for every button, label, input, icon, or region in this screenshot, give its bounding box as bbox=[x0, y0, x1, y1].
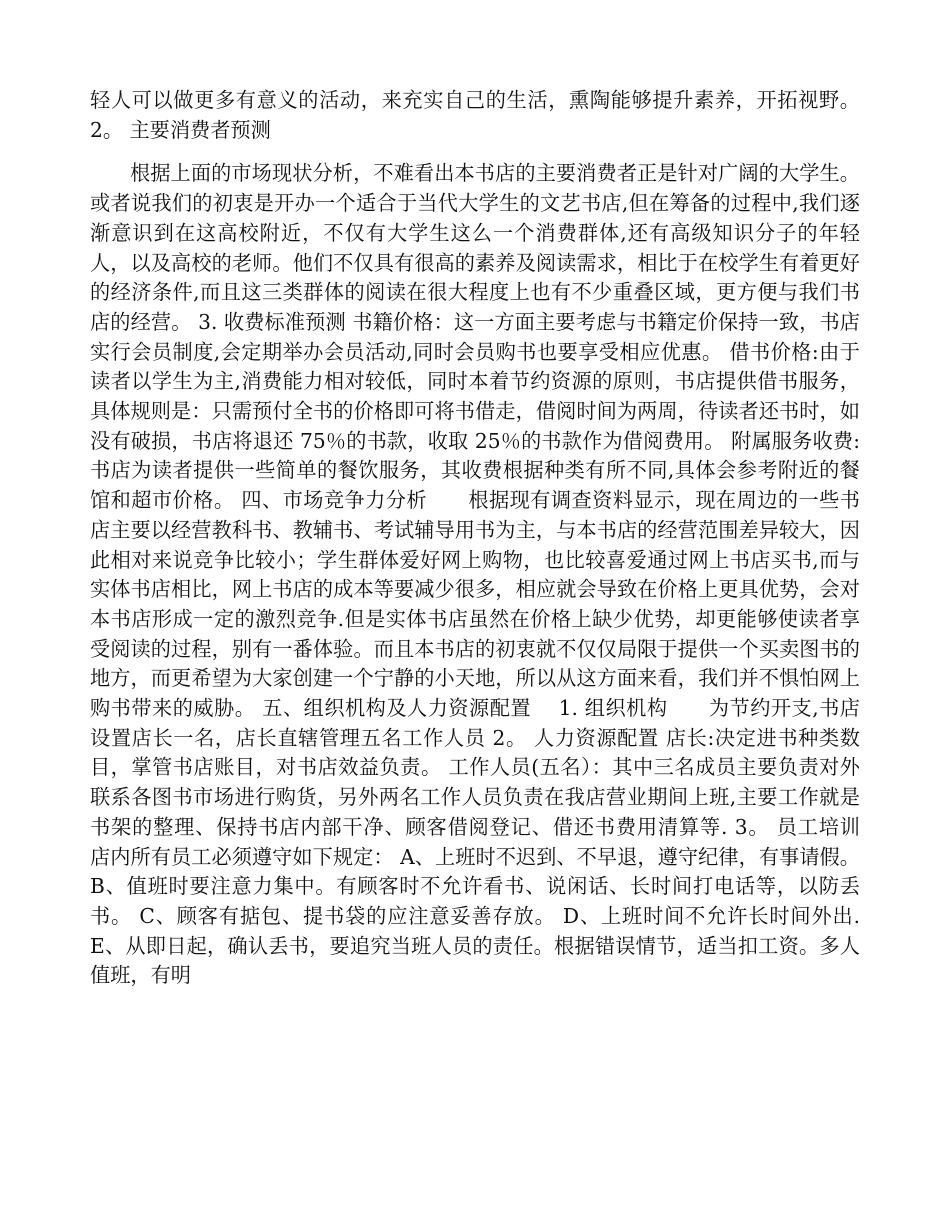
paragraph-continuation: 轻人可以做更多有意义的活动，来充实自己的生活，熏陶能够提升素养，开拓视野。 2。 主要消费者预测 bbox=[90, 88, 867, 142]
paragraph-main: 根据上面的市场现状分析，不难看出本书店的主要消费者正是针对广阔的大学生。或者说我们的初衷是开办一个适合于当代大学生的文艺书店,但在筹备的过程中,我们逐渐意识到在这高校附近，不仅有大学生这么一个消费群体,还有高级知识分子的年轻人，以及高校的老师。他们不仅具有很高的素养及阅读需求，相比于在校学生有着更好的经济条件,而且这三类群体的阅读在很大程度上也有不少重叠区域，更方便与我们书店的经营。 3. 收费标准预测 书籍价格：这一方面主要考虑与书籍定价保持一致，书店实行会员制度,会定期举办会员活动,同时会员购书也要享受相应优惠。 借书价格:由于读者以学生为主,消费能力相对较低，同时本着节约资源的原则，书店提供借书服务，具体规则是：只需预付全书的价格即可将书借走，借阅时间为两周，待读者还书时，如没有破损，书店将退还 75％的书款，收取 25％的书款作为借阅费用。 附属服务收费:书店为读者提供一些简单的餐饮服务，其收费根据种类有所不同,具体会参考附近的餐馆和超市价格。 四、市场竞争力分析 根据现有调查资料显示，现在周边的一些书店主要以经营教科书、教辅书、考试辅导用书为主，与本书店的经营范围差异较大，因此相对来说竞争比较小；学生群体爱好网上购物，也比较喜爱通过网上书店买书,而与实体书店相比，网上书店的成本等要减少很多，相应就会导致在价格上更具优势，会对本书店形成一定的激烈竞争.但是实体书店虽然在价格上缺少优势，却更能够使读者享受阅读的过程，别有一番体验。而且本书店的初衷就不仅仅局限于提供一个买卖图书的地方，而更希望为大家创建一个宁静的小天地，所以从这方面来看，我们并不惧怕网上购书带来的威胁。 五、组织机构及人力资源配置 1. 组织机构 为节约开支,书店设置店长一名，店长直辖管理五名工作人员 2。 人力资源配置 店长:决定进书种类数目，掌管书店账目，对书店效益负责。 工作人员(五名）：其中三名成员主要负责对外联系各图书市场进行购货，另外两名工作人员负责在我店营业期间上班,主要工作就是书架的整理、保持书店内部干净、顾客借阅登记、借还书费用清算等. 3。 员工培训 店内所有员工必须遵守如下规定： A、上班时不迟到、不早退，遵守纪律，有事请假。 B、值班时要注意力集中。有顾客时不允许看书、说闲话、长时间打电话等，以防丢书。 C、顾客有掂包、提书袋的应注意妥善存放。 D、上班时间不允许长时间外出. E、从即日起，确认丢书，要追究当班人员的责任。根据错误情节，适当扣工资。多人值班，有明 bbox=[90, 161, 901, 988]
document-page bbox=[90, 86, 901, 991]
